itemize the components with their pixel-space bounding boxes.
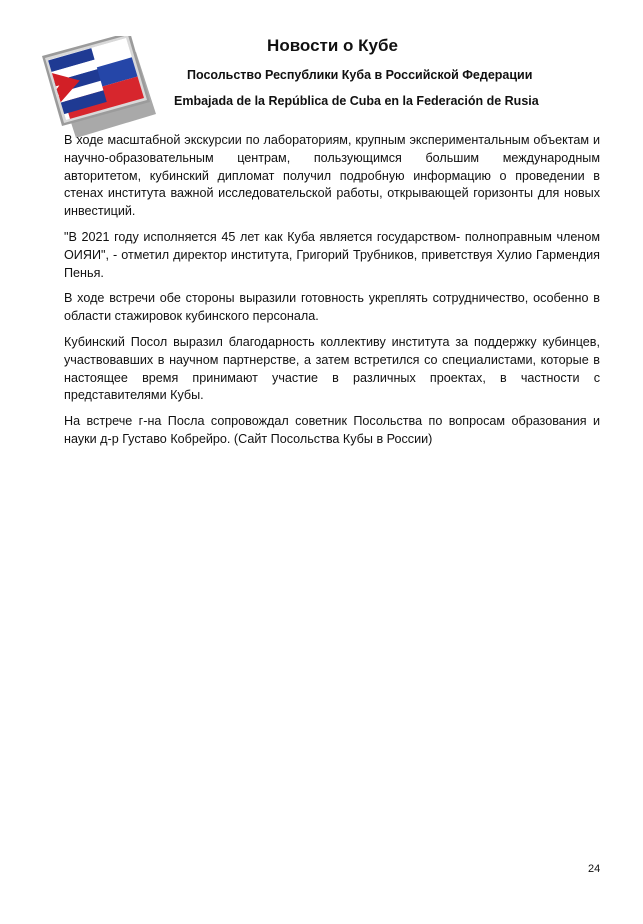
page-title: Новости о Кубе [267,36,398,55]
article-paragraph: На встрече г-на Посла сопровождал советник Посольства по вопросам образования и науки д-р Густаво Кобрейро. (Сайт Посольства Кубы в России) [64,414,600,446]
subtitle-spanish: Embajada de la República de Cuba en la Federación de Rusia [174,94,539,108]
article-paragraph: В ходе масштабной экскурсии по лабораториям, крупным экспериментальным объектам и научно-образовательным центрам, пользующимся большим международным авторитетом, кубинский дипломат получил подробную информацию о проведении в стенах института важной исследовательской работы, открывающей горизонты для новых инвестиций. [64,133,600,219]
article-paragraph: Кубинский Посол выразил благодарность коллективу института за поддержку кубинцев, участвовавших в научном партнерстве, а затем встретился со специалистами, которые в настоящее время принимают участие в различных проектах, в частности с представителями Кубы. [64,334,600,403]
page-number: 24 [588,863,601,875]
article-paragraph: "В 2021 году исполняется 45 лет как Куба является государством- полноправным членом ОИЯИ", - отметил директор института, Григорий Трубников, приветствуя Хулио Гармендия Пенья. [64,229,600,280]
article-paragraph: В ходе встречи обе стороны выразили готовность укреплять сотрудничество, особенно в области стажировок кубинского персонала. [64,291,600,324]
subtitle-russian: Посольство Республики Куба в Российской Федерации [187,68,533,82]
article-body [64,132,600,457]
